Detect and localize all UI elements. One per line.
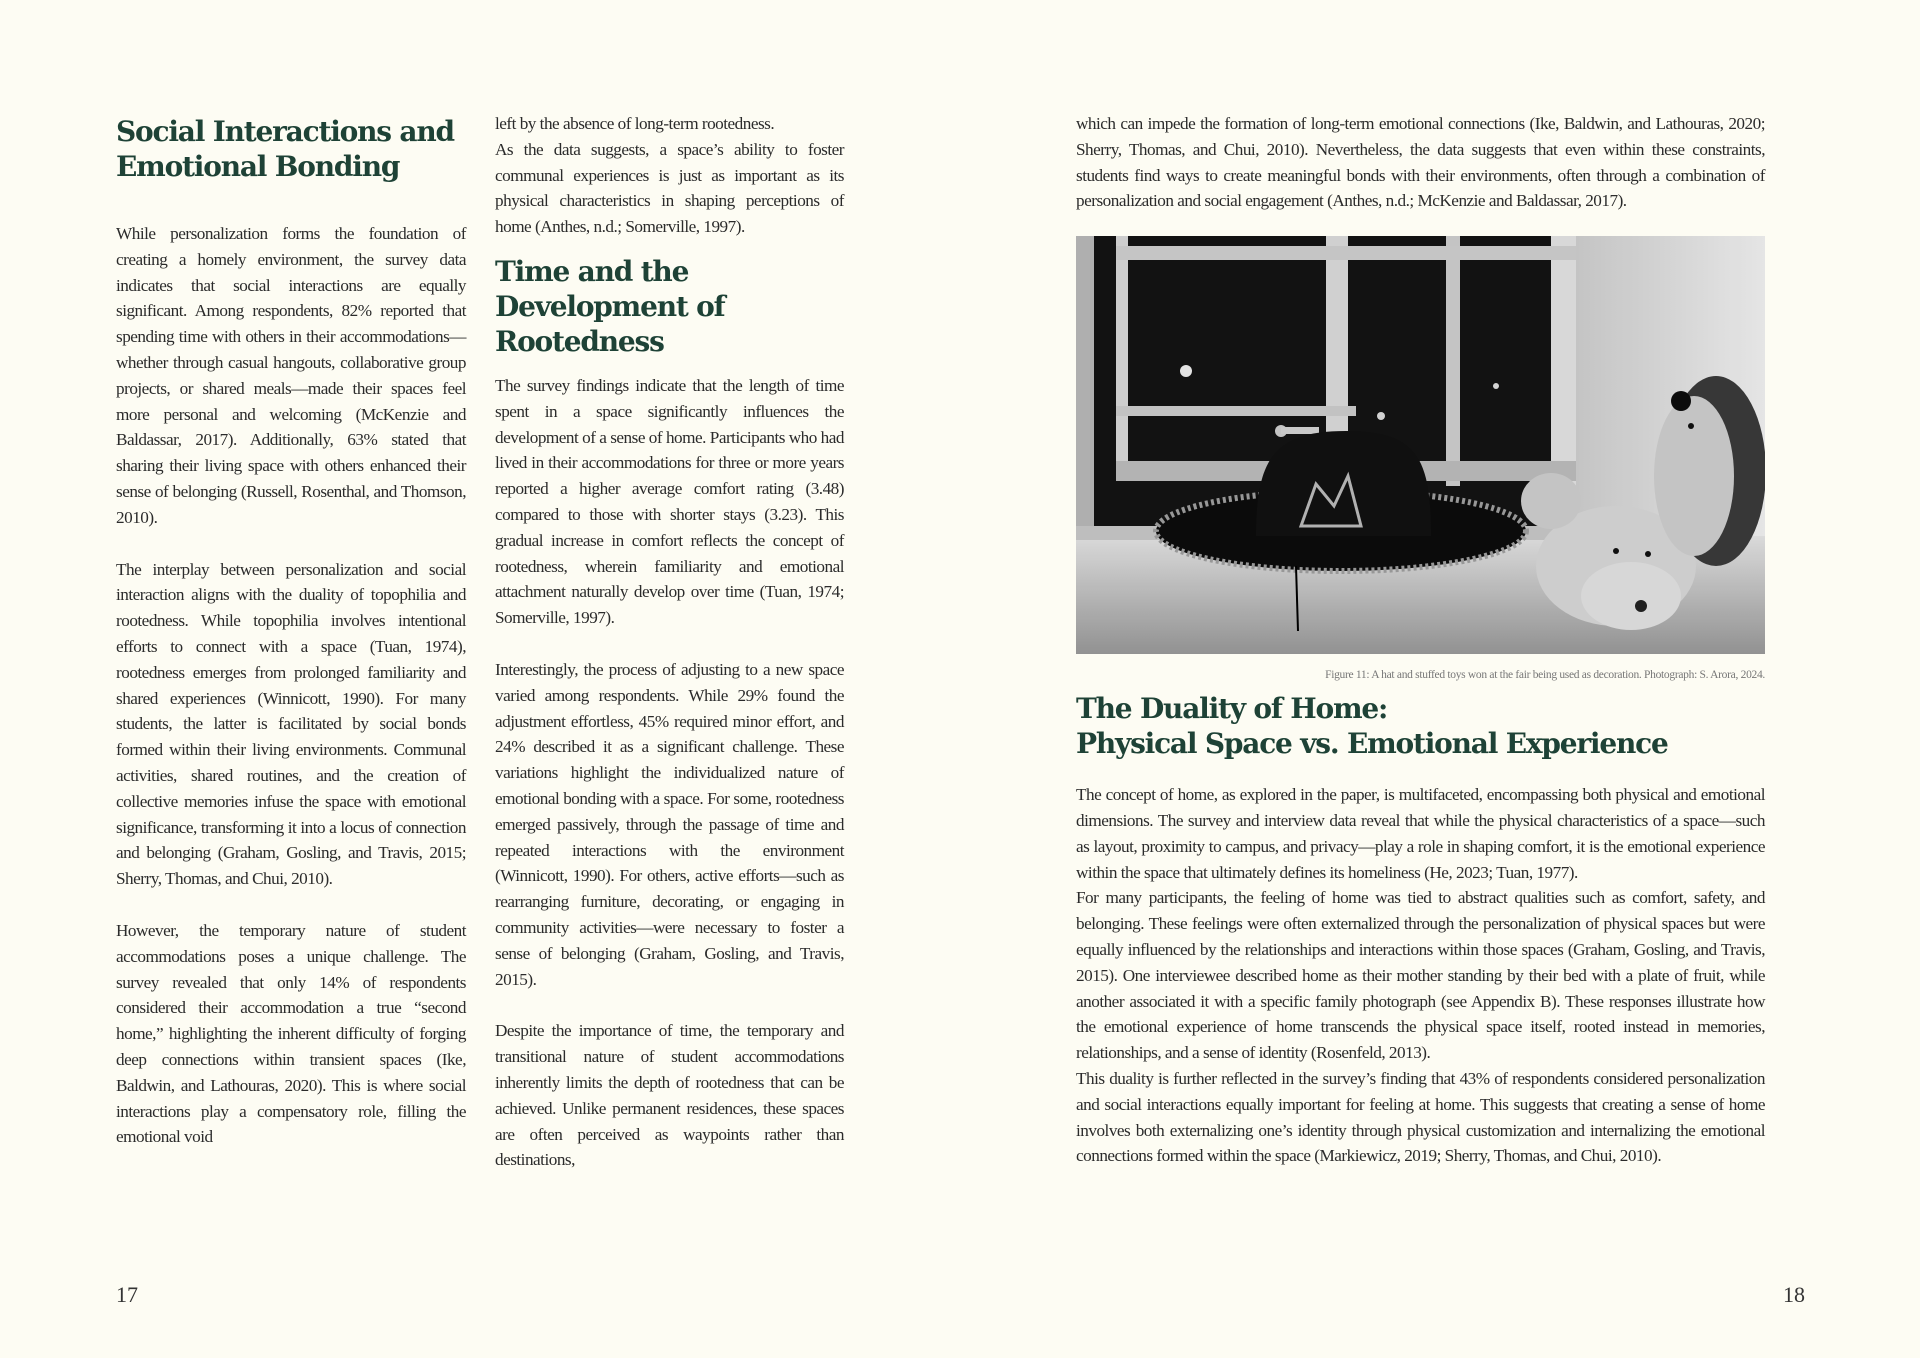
body-paragraph: The concept of home, as explored in the paper, is multifaceted, encompassing both physical and emotional dimensions. The survey and interview data reveal that while the physical characteristics of a space—such as layout, proximity to campus, and privacy—play a role in shaping comfort, it is the emotional experience within the space that ultimately defines its homeliness (He, 2023; Tuan, 1977). [1076, 785, 1765, 882]
body-paragraph: Despite the importance of time, the temporary and transitional nature of student accommodations inherently limits the depth of rootedness that can be achieved. Unlike permanent residences, these spaces are often perceived as waypoints rather than destinations, [495, 1021, 844, 1170]
left-column [116, 114, 466, 1150]
section-heading-social-interactions [116, 114, 466, 184]
body-paragraph-continued: which can impede the formation of long-term emotional connections (Ike, Baldwin, and Lathouras, 2020; Sherry, Thomas, and Chui, 2010). Nevertheless, the data suggests that even within these constraints, students find ways to create meaningful bonds with their environments, often through a combination of personalization and social engagement (Anthes, n.d.; McKenzie and Baldassar, 2017). [1076, 114, 1765, 211]
body-paragraph: For many participants, the feeling of home was tied to abstract qualities such as comfort, safety, and belonging. These feelings were often externalized through the personalization of physical spaces but were equally influenced by the relationships and interactions within those spaces (Graham, Gosling, and Travis, 2015). One interviewee described home as their mother standing by their bed with a plate of fruit, while another associated it with a specific family photograph (see Appendix B). These responses illustrate how the emotional experience of home transcends the physical space itself, rooted instead in memories, relationships, and a sense of identity (Rosenfeld, 2013). [1076, 888, 1765, 1063]
heading-line: The Duality of Home: [1076, 692, 1388, 726]
figure-caption: Figure 11: A hat and stuffed toys won at the fair being used as decoration. Photograph: S. Arora, 2024. [1325, 669, 1765, 682]
body-paragraph: However, the temporary nature of student accommodations poses a unique challenge. The survey revealed that only 14% of respondents considered their accommodation a true “second home,” highlighting the inherent difficulty of forging deep connections within transient spaces (Ike, Baldwin, and Lathouras, 2020). This is where social interactions play a compensatory role, filling the emotional void [116, 920, 466, 1147]
body-paragraph: As the data suggests, a space’s ability to foster communal experiences is just as important as its physical characteristics in shaping perceptions of home (Anthes, n.d.; Somerville, 1997). [495, 139, 844, 237]
page-number-left: 17 [116, 1282, 138, 1307]
heading-line: Time and the [495, 254, 689, 288]
section-heading-duality-of-home [1076, 691, 1765, 761]
body-paragraph: This duality is further reflected in the survey’s finding that 43% of respondents considered personalization and social interactions equally important for feeling at home. This suggests that creating a sense of home involves both externalizing one’s identity through physical customization and internalizing the emotional connections formed within the space (Markiewicz, 2019; Sherry, Thomas, and Chui, 2010). [1076, 1068, 1765, 1166]
heading-line: Physical Space vs. Emotional Experience [1076, 727, 1668, 761]
section-heading-time-rootedness [495, 254, 844, 359]
heading-line: Emotional Bonding [116, 150, 400, 183]
body-paragraph: While personalization forms the foundation of creating a homely environment, the survey data indicates that social interactions are equally significant. Among respondents, 82% reported that spending time with others in their accommodations—whether through casual hangouts, collaborative group projects, or shared meals—made their spaces feel more personal and welcoming (McKenzie and Baldassar, 2017). Additionally, 63% stated that sharing their living space with others enhanced their sense of belonging (Russell, Rosenthal, and Thomson, 2010). [116, 224, 466, 527]
heading-line: Rootedness [495, 324, 664, 358]
middle-column [495, 111, 844, 1173]
photo-illustration [1076, 236, 1765, 654]
heading-line: Development of [495, 289, 725, 323]
body-paragraph-continued: left by the absence of long-term rootedness. [495, 114, 775, 133]
figure-photo-hat-and-stuffed-toys [1076, 236, 1765, 654]
body-paragraph: Interestingly, the process of adjusting to a new space varied among respondents. While 29% found the adjustment effortless, 45% required minor effort, and 24% described it as a significant challenge. These variations highlight the individualized nature of emotional bonding with a space. For some, rootedness emerged passively, through the passage of time and repeated interactions with the environment (Winnicott, 1990). For others, active efforts—such as rearranging furniture, decorating, or engaging in community activities—were necessary to foster a sense of belonging (Graham, Gosling, and Travis, 2015). [495, 659, 844, 989]
right-column [1076, 111, 1765, 1169]
right-page [960, 0, 1920, 1358]
body-paragraph: The interplay between personalization and social interaction aligns with the duality of topophilia and rootedness. While topophilia involves intentional efforts to connect with a space (Tuan, 1974), rootedness emerges from prolonged familiarity and shared experiences (Winnicott, 1990). For many students, the latter is facilitated by social bonds formed within their living environments. Communal activities, shared routines, and the creation of collective memories infuse the space with emotional significance, transforming it into a locus of connection and belonging (Graham, Gosling, and Travis, 2015; Sherry, Thomas, and Chui, 2010). [116, 559, 466, 889]
page-number-right: 18 [1783, 1282, 1805, 1307]
heading-line: Social Interactions and [116, 115, 454, 148]
body-paragraph: The survey findings indicate that the length of time spent in a space significantly influences the development of a sense of home. Participants who had lived in their accommodations for three or more years reported a higher average comfort rating (3.48) compared to those with shorter stays (3.23). This gradual increase in comfort reflects the concept of rootedness, wherein familiarity and emotional attachment naturally develop over time (Tuan, 1974; Somerville, 1997). [495, 375, 844, 628]
